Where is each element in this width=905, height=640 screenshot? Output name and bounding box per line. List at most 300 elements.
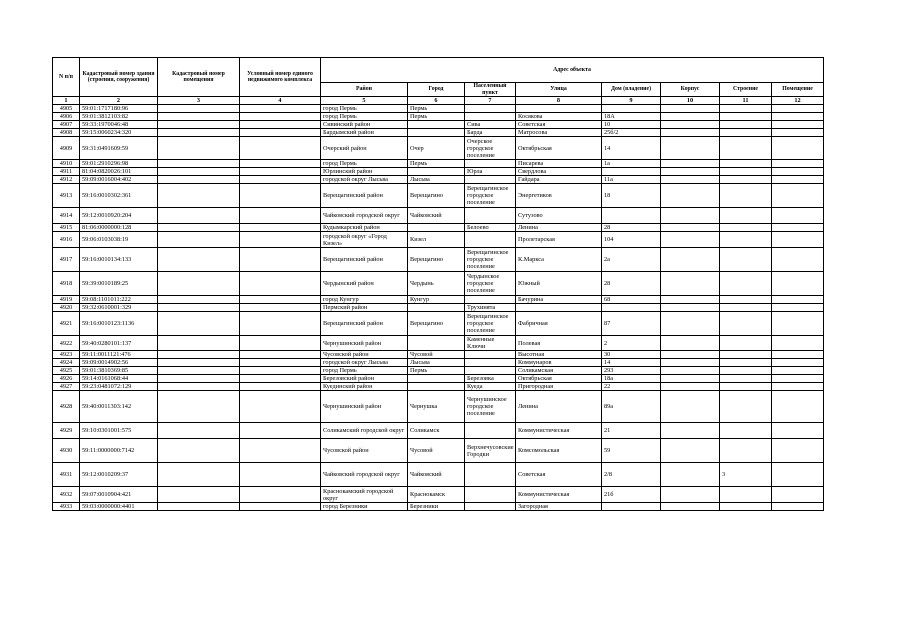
header-stroenie: Строение [720, 83, 772, 97]
header-district: Район [321, 83, 408, 97]
row-number-cell: 4910 [53, 160, 80, 168]
cad-building-cell: 59:12:0010920:204 [80, 208, 158, 224]
cad-room-cell [158, 224, 240, 232]
table-row [53, 105, 824, 113]
cad-room-cell [158, 160, 240, 168]
stroenie-cell [720, 359, 772, 367]
settlement-cell [465, 176, 516, 184]
district-cell: город Березники [321, 503, 408, 511]
korpus-cell [661, 184, 720, 208]
pomeshenie-cell [772, 383, 824, 391]
table-row [53, 359, 824, 367]
district-cell: Пермский район [321, 304, 408, 312]
street-cell: Коммунистическая [516, 423, 602, 439]
column-number-cell: 5 [321, 97, 408, 105]
cond-num-cell [240, 383, 321, 391]
korpus-cell [661, 359, 720, 367]
stroenie-cell [720, 503, 772, 511]
stroenie-cell [720, 312, 772, 336]
cad-room-cell [158, 304, 240, 312]
settlement-cell [465, 367, 516, 375]
header-city: Город [408, 83, 465, 97]
stroenie-cell [720, 439, 772, 463]
korpus-cell [661, 463, 720, 487]
settlement-cell [465, 359, 516, 367]
cond-num-cell [240, 423, 321, 439]
cad-building-cell: 59:09:0014902:56 [80, 359, 158, 367]
house-cell: 89а [602, 391, 661, 423]
settlement-cell: Сива [465, 121, 516, 129]
house-cell: 14 [602, 359, 661, 367]
row-number-cell: 4927 [53, 383, 80, 391]
street-cell: Сутузово [516, 208, 602, 224]
city-cell: Краснокамск [408, 487, 465, 503]
cond-num-cell [240, 121, 321, 129]
street-cell: Свердлова [516, 168, 602, 176]
street-cell: Пролетарская [516, 232, 602, 248]
korpus-cell [661, 423, 720, 439]
city-cell: Верещагино [408, 312, 465, 336]
city-cell: Верещагино [408, 248, 465, 272]
cad-building-cell: 59:40:0280101:137 [80, 336, 158, 351]
korpus-cell [661, 168, 720, 176]
street-cell: Коммунистическая [516, 487, 602, 503]
row-number-cell: 4909 [53, 137, 80, 160]
district-cell: город Пермь [321, 113, 408, 121]
cond-num-cell [240, 137, 321, 160]
settlement-cell: Чернушинское городское поселение [465, 391, 516, 423]
settlement-cell [465, 423, 516, 439]
korpus-cell [661, 375, 720, 383]
pomeshenie-cell [772, 129, 824, 137]
cad-room-cell [158, 176, 240, 184]
cond-num-cell [240, 391, 321, 423]
korpus-cell [661, 487, 720, 503]
settlement-cell: Очерское городское поселение [465, 137, 516, 160]
city-cell: Березники [408, 503, 465, 511]
street-cell: Южный [516, 272, 602, 296]
cad-building-cell: 59:01:1717180:96 [80, 105, 158, 113]
cond-num-cell [240, 336, 321, 351]
district-cell: город Пермь [321, 367, 408, 375]
street-cell: Бачурина [516, 296, 602, 304]
pomeshenie-cell [772, 208, 824, 224]
stroenie-cell [720, 248, 772, 272]
district-cell: Кудымкарский район [321, 224, 408, 232]
house-cell: 18а [602, 375, 661, 383]
district-cell: городской округ Лысьва [321, 359, 408, 367]
stroenie-cell [720, 272, 772, 296]
table-row [53, 383, 824, 391]
house-cell [602, 503, 661, 511]
street-cell: Октябрьская [516, 137, 602, 160]
city-cell: Пермь [408, 367, 465, 375]
pomeshenie-cell [772, 423, 824, 439]
pomeshenie-cell [772, 272, 824, 296]
header-num: N п/п [53, 58, 80, 97]
cad-building-cell: 59:16:0010302:361 [80, 184, 158, 208]
cad-room-cell [158, 296, 240, 304]
stroenie-cell: 3 [720, 463, 772, 487]
house-cell: 25б/2 [602, 129, 661, 137]
cad-room-cell [158, 129, 240, 137]
cad-room-cell [158, 439, 240, 463]
column-number-cell: 8 [516, 97, 602, 105]
cond-num-cell [240, 296, 321, 304]
district-cell: Верещагинский район [321, 248, 408, 272]
house-cell [602, 304, 661, 312]
city-cell [408, 168, 465, 176]
cad-building-cell: 59:32:0610001:329 [80, 304, 158, 312]
row-number-cell: 4926 [53, 375, 80, 383]
cad-building-cell: 59:11:0011121:476 [80, 351, 158, 359]
settlement-cell [465, 160, 516, 168]
house-cell: 30 [602, 351, 661, 359]
city-cell: Чердынь [408, 272, 465, 296]
column-number-cell: 6 [408, 97, 465, 105]
row-number-cell: 4930 [53, 439, 80, 463]
cad-building-cell: 59:09:0016004:402 [80, 176, 158, 184]
stroenie-cell [720, 224, 772, 232]
cad-building-cell: 59:33:1970046:48 [80, 121, 158, 129]
korpus-cell [661, 351, 720, 359]
korpus-cell [661, 391, 720, 423]
stroenie-cell [720, 367, 772, 375]
city-cell [408, 129, 465, 137]
cad-building-cell: 59:31:0491609:59 [80, 137, 158, 160]
table-row [53, 248, 824, 272]
cad-room-cell [158, 248, 240, 272]
row-number-cell: 4931 [53, 463, 80, 487]
district-cell: Соликамский городской округ [321, 423, 408, 439]
cond-num-cell [240, 224, 321, 232]
pomeshenie-cell [772, 184, 824, 208]
district-cell: город Кунгур [321, 296, 408, 304]
city-cell: Чайковский [408, 208, 465, 224]
korpus-cell [661, 503, 720, 511]
street-cell: Энергетиков [516, 184, 602, 208]
pomeshenie-cell [772, 176, 824, 184]
column-number-cell: 4 [240, 97, 321, 105]
cad-building-cell: 59:12:0010209:37 [80, 463, 158, 487]
row-number-cell: 4905 [53, 105, 80, 113]
settlement-cell: Верещагинское городское поселение [465, 312, 516, 336]
stroenie-cell [720, 487, 772, 503]
table-row [53, 487, 824, 503]
pomeshenie-cell [772, 121, 824, 129]
table-row [53, 168, 824, 176]
cad-room-cell [158, 359, 240, 367]
house-cell: 2/8 [602, 463, 661, 487]
cad-room-cell [158, 463, 240, 487]
city-cell [408, 383, 465, 391]
house-cell: 11а [602, 176, 661, 184]
table-row [53, 224, 824, 232]
settlement-cell: Березовка [465, 375, 516, 383]
cond-num-cell [240, 105, 321, 113]
city-cell: Кизел [408, 232, 465, 248]
pomeshenie-cell [772, 336, 824, 351]
pomeshenie-cell [772, 304, 824, 312]
cond-num-cell [240, 503, 321, 511]
settlement-cell [465, 232, 516, 248]
stroenie-cell [720, 184, 772, 208]
cond-num-cell [240, 304, 321, 312]
district-cell: городской округ «Город Кизел» [321, 232, 408, 248]
pomeshenie-cell [772, 232, 824, 248]
street-cell: Соликамская [516, 367, 602, 375]
settlement-cell [465, 351, 516, 359]
street-cell: К.Маркса [516, 248, 602, 272]
table-row [53, 391, 824, 423]
cond-num-cell [240, 113, 321, 121]
cond-num-cell [240, 487, 321, 503]
city-cell: Кунгур [408, 296, 465, 304]
settlement-cell [465, 487, 516, 503]
city-cell: Лысьва [408, 359, 465, 367]
korpus-cell [661, 121, 720, 129]
cond-num-cell [240, 208, 321, 224]
cond-num-cell [240, 439, 321, 463]
cond-num-cell [240, 359, 321, 367]
cad-building-cell: 59:01:3810369:85 [80, 367, 158, 375]
column-number-cell: 7 [465, 97, 516, 105]
row-number-cell: 4918 [53, 272, 80, 296]
korpus-cell [661, 176, 720, 184]
cad-building-cell: 59:16:0010134:133 [80, 248, 158, 272]
table-row [53, 121, 824, 129]
settlement-cell: Верхнечусовские Городки [465, 439, 516, 463]
house-cell: 87 [602, 312, 661, 336]
table-body [53, 105, 824, 511]
district-cell: Чайковский городской округ [321, 208, 408, 224]
district-cell: городской округ Лысьва [321, 176, 408, 184]
settlement-cell: Трухинята [465, 304, 516, 312]
settlement-cell [465, 296, 516, 304]
table-row [53, 232, 824, 248]
street-cell: Пригородная [516, 383, 602, 391]
column-number-cell: 2 [80, 97, 158, 105]
settlement-cell: Верещагинское городское поселение [465, 184, 516, 208]
house-cell: 18 [602, 184, 661, 208]
settlement-cell [465, 463, 516, 487]
pomeshenie-cell [772, 248, 824, 272]
district-cell: Бардымский район [321, 129, 408, 137]
cond-num-cell [240, 272, 321, 296]
column-number-cell: 10 [661, 97, 720, 105]
korpus-cell [661, 439, 720, 463]
row-number-cell: 4913 [53, 184, 80, 208]
stroenie-cell [720, 423, 772, 439]
district-cell: город Пермь [321, 105, 408, 113]
cad-building-cell: 81:06:0000000:128 [80, 224, 158, 232]
row-number-cell: 4912 [53, 176, 80, 184]
district-cell: Чусовской район [321, 439, 408, 463]
row-number-cell: 4911 [53, 168, 80, 176]
cad-building-cell: 81:04:0820026:101 [80, 168, 158, 176]
table-row [53, 113, 824, 121]
city-cell: Чусовой [408, 351, 465, 359]
city-cell: Верещагино [408, 184, 465, 208]
settlement-cell [465, 113, 516, 121]
house-cell: 21 [602, 423, 661, 439]
korpus-cell [661, 367, 720, 375]
column-number-cell: 3 [158, 97, 240, 105]
column-number-cell: 11 [720, 97, 772, 105]
cad-building-cell: 59:06:0103038:19 [80, 232, 158, 248]
header-pomeshenie: Помещение [772, 83, 824, 97]
pomeshenie-cell [772, 503, 824, 511]
city-cell: Соликамск [408, 423, 465, 439]
street-cell: Комсомольская [516, 439, 602, 463]
street-cell: Загородная [516, 503, 602, 511]
stroenie-cell [720, 232, 772, 248]
cad-room-cell [158, 168, 240, 176]
korpus-cell [661, 105, 720, 113]
cad-building-cell: 59:15:0060234:320 [80, 129, 158, 137]
header-address: Адрес объекта [321, 58, 824, 83]
cond-num-cell [240, 160, 321, 168]
street-cell [516, 105, 602, 113]
stroenie-cell [720, 137, 772, 160]
pomeshenie-cell [772, 113, 824, 121]
stroenie-cell [720, 121, 772, 129]
table-row [53, 176, 824, 184]
cad-building-cell: 59:01:2910296:98 [80, 160, 158, 168]
row-number-cell: 4916 [53, 232, 80, 248]
cad-building-cell: 59:03:0000000:4401 [80, 503, 158, 511]
city-cell: Чайковский [408, 463, 465, 487]
cad-building-cell: 59:39:0010189:25 [80, 272, 158, 296]
korpus-cell [661, 296, 720, 304]
settlement-cell: Верещагинское городское поселение [465, 248, 516, 272]
street-cell: Гайдара [516, 176, 602, 184]
column-number-cell: 9 [602, 97, 661, 105]
stroenie-cell [720, 168, 772, 176]
pomeshenie-cell [772, 375, 824, 383]
row-number-cell: 4914 [53, 208, 80, 224]
table-row [53, 160, 824, 168]
pomeshenie-cell [772, 312, 824, 336]
stroenie-cell [720, 375, 772, 383]
cad-room-cell [158, 137, 240, 160]
table-row [53, 367, 824, 375]
korpus-cell [661, 383, 720, 391]
street-cell: Ленина [516, 391, 602, 423]
street-cell: Ленина [516, 224, 602, 232]
korpus-cell [661, 208, 720, 224]
settlement-cell: Барда [465, 129, 516, 137]
pomeshenie-cell [772, 359, 824, 367]
header-cad-room: Кадастровый номер помещения [158, 58, 240, 97]
pomeshenie-cell [772, 137, 824, 160]
row-number-cell: 4923 [53, 351, 80, 359]
row-number-cell: 4925 [53, 367, 80, 375]
district-cell: город Пермь [321, 160, 408, 168]
cad-building-cell: 59:23:0481072:129 [80, 383, 158, 391]
column-number-cell: 1 [53, 97, 80, 105]
pomeshenie-cell [772, 168, 824, 176]
street-cell: Советская [516, 121, 602, 129]
pomeshenie-cell [772, 391, 824, 423]
row-number-cell: 4933 [53, 503, 80, 511]
district-cell: Юрлинский район [321, 168, 408, 176]
korpus-cell [661, 224, 720, 232]
row-number-cell: 4928 [53, 391, 80, 423]
table-row [53, 312, 824, 336]
pomeshenie-cell [772, 439, 824, 463]
city-cell: Пермь [408, 105, 465, 113]
table-row [53, 304, 824, 312]
stroenie-cell [720, 383, 772, 391]
cad-building-cell: 59:14:0161068:44 [80, 375, 158, 383]
city-cell: Пермь [408, 160, 465, 168]
cad-building-cell: 59:01:3812103:82 [80, 113, 158, 121]
header-street: Улица [516, 83, 602, 97]
row-number-cell: 4929 [53, 423, 80, 439]
city-cell: Очер [408, 137, 465, 160]
house-cell: 22 [602, 383, 661, 391]
table-row [53, 503, 824, 511]
street-cell: Писарева [516, 160, 602, 168]
cad-room-cell [158, 232, 240, 248]
cad-room-cell [158, 105, 240, 113]
street-cell: Высотная [516, 351, 602, 359]
table-row [53, 272, 824, 296]
cond-num-cell [240, 375, 321, 383]
cond-num-cell [240, 232, 321, 248]
house-cell: 10 [602, 121, 661, 129]
cad-room-cell [158, 184, 240, 208]
house-cell: 14 [602, 137, 661, 160]
row-number-cell: 4922 [53, 336, 80, 351]
cad-room-cell [158, 208, 240, 224]
cond-num-cell [240, 312, 321, 336]
stroenie-cell [720, 105, 772, 113]
header-settlement: Населенный пункт [465, 83, 516, 97]
cad-room-cell [158, 391, 240, 423]
house-cell [602, 105, 661, 113]
cad-building-cell: 59:07:0010904:421 [80, 487, 158, 503]
cad-building-cell: 59:08:1101011:222 [80, 296, 158, 304]
district-cell: Чердынский район [321, 272, 408, 296]
row-number-cell: 4924 [53, 359, 80, 367]
city-cell [408, 121, 465, 129]
house-cell: 21б [602, 487, 661, 503]
korpus-cell [661, 312, 720, 336]
city-cell: Пермь [408, 113, 465, 121]
cond-num-cell [240, 463, 321, 487]
settlement-cell: Юрла [465, 168, 516, 176]
house-cell: 2 [602, 336, 661, 351]
cad-room-cell [158, 272, 240, 296]
settlement-cell [465, 105, 516, 113]
table-row [53, 463, 824, 487]
stroenie-cell [720, 113, 772, 121]
row-number-cell: 4908 [53, 129, 80, 137]
header-cond-num: Условный номер единого недвижимого комплекса [240, 58, 321, 97]
stroenie-cell [720, 336, 772, 351]
street-cell: Коммунаров [516, 359, 602, 367]
house-cell [602, 208, 661, 224]
cond-num-cell [240, 351, 321, 359]
pomeshenie-cell [772, 224, 824, 232]
house-cell [602, 168, 661, 176]
table-row [53, 296, 824, 304]
row-number-cell: 4917 [53, 248, 80, 272]
table-row [53, 184, 824, 208]
table-row [53, 351, 824, 359]
